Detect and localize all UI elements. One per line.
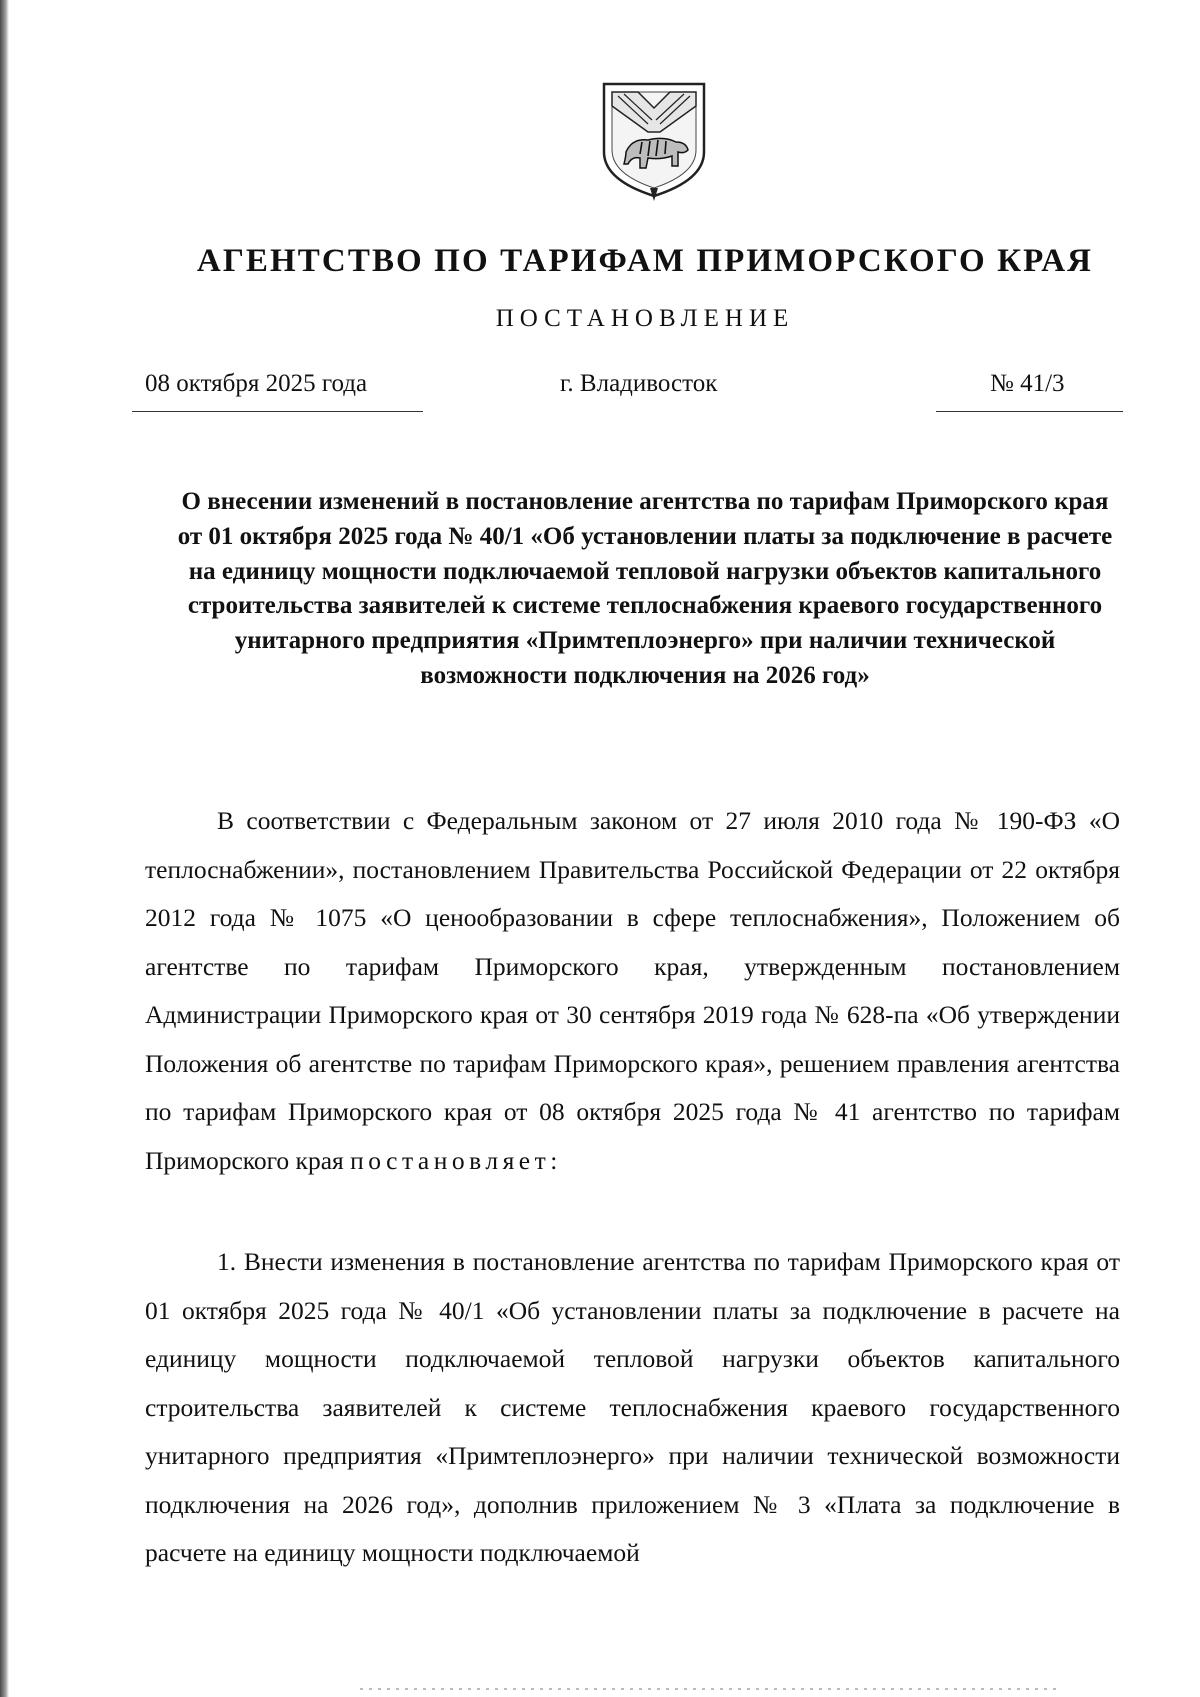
resolves-word: постановляет: <box>350 1145 562 1175</box>
number-underline <box>936 411 1123 412</box>
agency-title: АГЕНТСТВО ПО ТАРИФАМ ПРИМОРСКОГО КРАЯ <box>196 243 1094 279</box>
primorsky-coat-of-arms-icon <box>598 80 710 202</box>
document-subject: О внесении изменений в постановление агентства по тарифам Приморского края от 01 октября 2025 года № 40/1 «Об установлении платы за подключение в расчете на единицу мощности подключаемой тепловой нагрузки объектов капитального строительства заявителей к системе теплоснабжения краевого государственного унитарного предприятия «Примтеплоэнерго» при наличии технической возможности подключения на 2026 год» <box>177 488 1113 689</box>
scan-noise <box>360 1688 1060 1690</box>
item-1-paragraph: 1. Внести изменения в постановление агентства по тарифам Приморского края от 01 октября 2025 года № 40/1 «Об установлении платы за подключение в расчете на единицу мощности подключаемой тепловой нагрузки объектов капитального строительства заявителей к системе теплоснабжения краевого государственного унитарного предприятия «Примтеплоэнерго» при наличии технической возможности подключения на 2026 год», дополнив приложением № 3 «Плата за подключение в расчете на единицу мощности подключаемой <box>145 1247 1120 1567</box>
document-city: г. Владивосток <box>560 370 718 397</box>
document-date: 08 октября 2025 года <box>145 370 368 397</box>
document-type: ПОСТАНОВЛЕНИЕ <box>495 305 795 332</box>
preamble-text: В соответствии с Федеральным законом от 27 июля 2010 года № 190-ФЗ «О теплоснабжении», постановлением Правительства Российской Федерации от 22 октября 2012 года № 1075 «О ценообразовании в сфере теплоснабжения», Положением об агентстве по тарифам Приморского края, утвержденным постановлением Администрации Приморского края от 30 сентября 2019 года № 628-па «Об утверждении Положения об агентстве по тарифам Приморского края», решением правления агентства по тарифам Приморского края от 08 октября 2025 года № 41 агентство по тарифам Приморского края <box>145 806 1120 1175</box>
document-number: № 41/3 <box>990 370 1065 397</box>
preamble-paragraph <box>145 797 1120 1185</box>
date-underline <box>132 411 423 412</box>
